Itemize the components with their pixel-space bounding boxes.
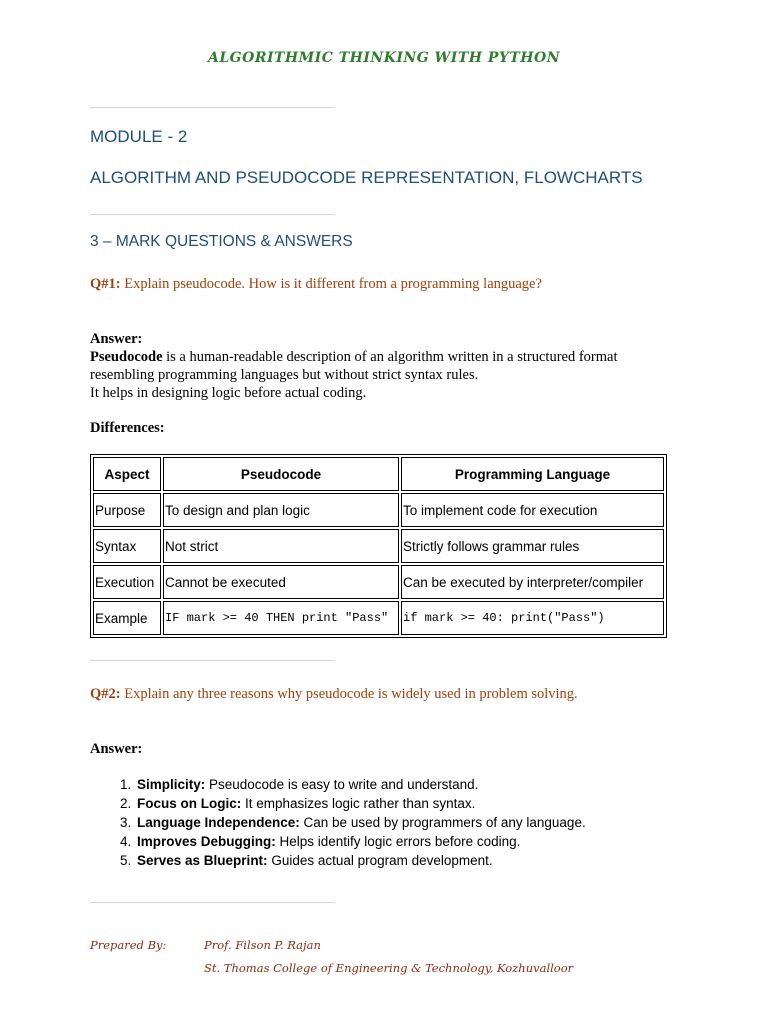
question-1-text: Explain pseudocode. How is it different from a programming language? — [120, 276, 542, 292]
table-cell: Not strict — [163, 529, 399, 563]
table-cell: Cannot be executed — [163, 565, 399, 599]
divider — [90, 902, 335, 903]
question-2-label: Q#2: — [90, 686, 121, 702]
reason-text: Can be used by programmers of any language. — [299, 815, 586, 830]
table-row — [93, 565, 664, 599]
reason-text: Guides actual program development. — [267, 853, 493, 868]
list-item — [135, 794, 586, 813]
definition-line-1: is a human-readable description of an algorithm written in a structured format — [162, 349, 618, 365]
reason-text: Pseudocode is easy to write and understand. — [205, 777, 479, 792]
definition-line-2: resembling programming languages but without strict syntax rules. — [90, 367, 479, 383]
table-header-pseudocode: Pseudocode — [163, 457, 399, 491]
institution-name: St. Thomas College of Engineering & Technology, Kozhuvalloor — [204, 961, 574, 975]
table-cell: Purpose — [93, 493, 161, 527]
table-cell: Execution — [93, 565, 161, 599]
table-cell: Example — [93, 601, 161, 635]
divider — [90, 660, 335, 661]
reason-title: Improves Debugging: — [137, 834, 276, 849]
question-1-label: Q#1: — [90, 276, 121, 292]
answer-1-label: Answer: — [90, 331, 143, 347]
answer-2-label-text: Answer: — [90, 741, 143, 757]
reason-title: Simplicity: — [137, 777, 206, 792]
differences-label-text: Differences: — [90, 420, 165, 436]
differences-label — [90, 419, 690, 437]
table-row — [93, 529, 664, 563]
reason-title: Focus on Logic: — [137, 796, 242, 811]
list-item — [135, 813, 586, 832]
author-name: Prof. Filson P. Rajan — [204, 938, 321, 952]
divider — [90, 214, 335, 215]
answer-1 — [90, 330, 690, 402]
list-item — [135, 832, 586, 851]
module-number: MODULE - 2 — [90, 127, 188, 146]
table-header-programming-language: Programming Language — [401, 457, 664, 491]
prepared-by-label: Prepared By: — [90, 938, 167, 952]
document-header-title: ALGORITHMIC THINKING WITH PYTHON — [207, 50, 561, 66]
list-item — [135, 775, 586, 794]
module-title: ALGORITHM AND PSEUDOCODE REPRESENTATION, FLOWCHARTS — [90, 168, 643, 187]
pseudocode-term: Pseudocode — [90, 349, 163, 365]
reasons-list — [90, 775, 586, 870]
table-header-row — [93, 457, 664, 491]
table-cell-code: if mark >= 40: print("Pass") — [401, 601, 664, 635]
reason-title: Serves as Blueprint: — [137, 853, 268, 868]
table-cell-code: IF mark >= 40 THEN print "Pass" — [163, 601, 399, 635]
table-cell: To implement code for execution — [401, 493, 664, 527]
table-cell: Strictly follows grammar rules — [401, 529, 664, 563]
reason-title: Language Independence: — [137, 815, 300, 830]
table-cell: Can be executed by interpreter/compiler — [401, 565, 664, 599]
table-cell: To design and plan logic — [163, 493, 399, 527]
table-header-aspect: Aspect — [93, 457, 161, 491]
section-title: 3 – MARK QUESTIONS & ANSWERS — [90, 233, 353, 250]
divider — [90, 107, 335, 108]
list-item — [135, 851, 586, 870]
definition-line-3: It helps in designing logic before actual coding. — [90, 385, 367, 401]
reason-text: It emphasizes logic rather than syntax. — [241, 796, 476, 811]
reason-text: Helps identify logic errors before coding. — [275, 834, 521, 849]
table-row — [93, 601, 664, 635]
table-cell: Syntax — [93, 529, 161, 563]
question-1 — [90, 276, 542, 293]
question-2-text: Explain any three reasons why pseudocode is widely used in problem solving. — [120, 686, 578, 702]
answer-2-label — [90, 740, 690, 758]
table-row — [93, 493, 664, 527]
differences-table — [90, 454, 667, 638]
question-2 — [90, 686, 578, 703]
